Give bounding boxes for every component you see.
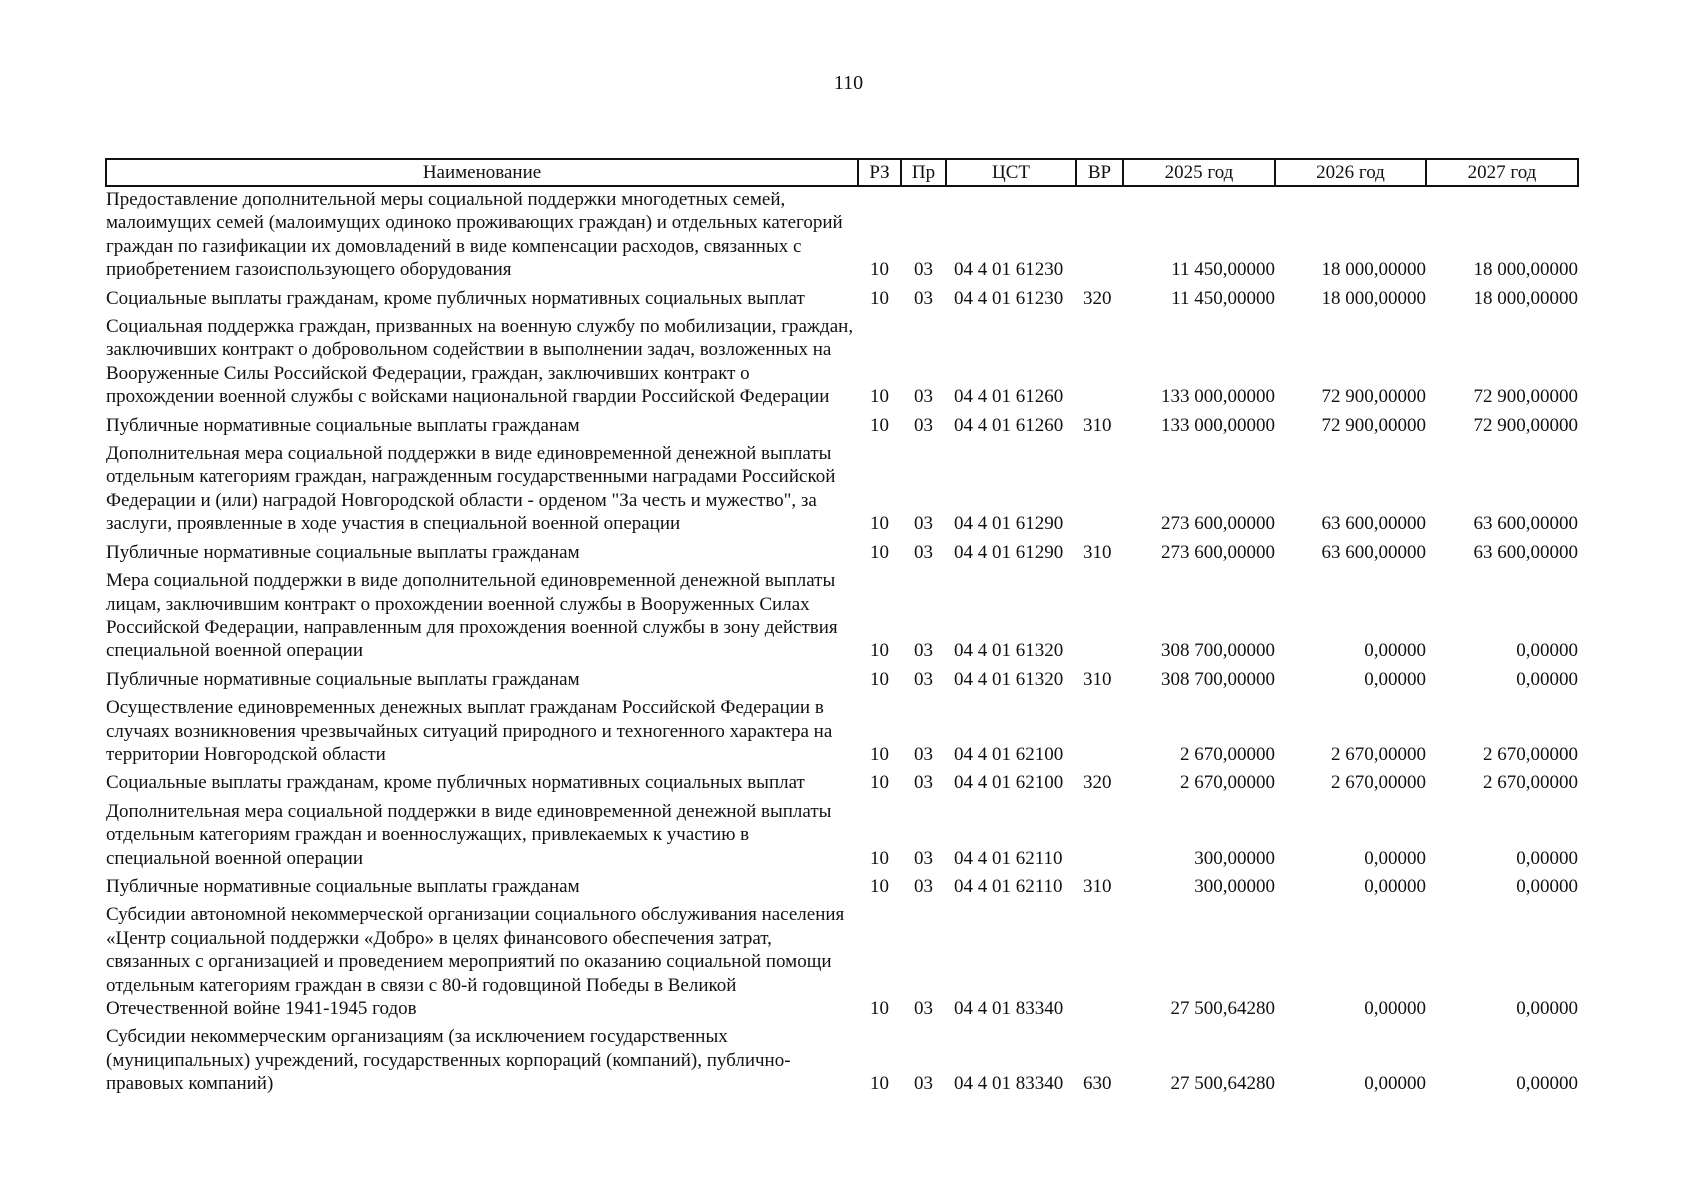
cell-2025: 11 450,00000 <box>1171 287 1275 309</box>
table-row <box>106 800 1578 875</box>
cell-2025: 273 600,00000 <box>1161 541 1275 563</box>
cell-cst: 04 4 01 61290 <box>954 513 1064 535</box>
table-row <box>106 541 1578 569</box>
cell-2027: 0,00000 <box>1516 668 1578 690</box>
cell-2025: 308 700,00000 <box>1161 668 1275 690</box>
cell-vr: 310 <box>1083 875 1112 897</box>
cell-pr: 03 <box>914 1073 933 1095</box>
cell-rz: 10 <box>870 541 889 563</box>
header-vr: ВР <box>1076 159 1123 186</box>
cell-2026: 0,00000 <box>1364 668 1426 690</box>
cell-2027: 0,00000 <box>1516 640 1578 662</box>
cell-2026: 72 900,00000 <box>1321 414 1426 436</box>
cell-vr: 310 <box>1083 541 1112 563</box>
header-pr: Пр <box>901 159 946 186</box>
cell-pr: 03 <box>914 668 933 690</box>
header-2026: 2026 год <box>1275 159 1426 186</box>
cell-2026: 0,00000 <box>1364 847 1426 869</box>
cell-vr <box>1076 800 1123 875</box>
table-row <box>106 414 1578 442</box>
cell-cst: 04 4 01 61320 <box>954 640 1064 662</box>
cell-rz: 10 <box>870 259 889 281</box>
cell-vr: 310 <box>1083 414 1112 436</box>
cell-cst: 04 4 01 62100 <box>954 743 1064 765</box>
table-body <box>106 186 1578 1101</box>
cell-rz: 10 <box>870 847 889 869</box>
table-row <box>106 903 1578 1025</box>
header-2027: 2027 год <box>1426 159 1578 186</box>
cell-rz: 10 <box>870 513 889 535</box>
cell-2027: 2 670,00000 <box>1483 772 1578 794</box>
table-row <box>106 442 1578 541</box>
cell-name: Дополнительная мера социальной поддержки в виде единовременной денежной выплаты отдельным категориям граждан и военнослужащих, привлекаемых к участию в специальной военной операции <box>106 800 832 869</box>
cell-pr: 03 <box>914 386 933 408</box>
cell-name: Социальные выплаты гражданам, кроме публичных нормативных социальных выплат <box>106 772 805 794</box>
cell-rz: 10 <box>870 743 889 765</box>
cell-2025: 300,00000 <box>1194 875 1275 897</box>
table-row <box>106 696 1578 771</box>
cell-vr <box>1076 696 1123 771</box>
cell-pr: 03 <box>914 541 933 563</box>
cell-cst: 04 4 01 61290 <box>954 541 1064 563</box>
cell-2027: 63 600,00000 <box>1473 541 1578 563</box>
cell-pr: 03 <box>914 772 933 794</box>
cell-rz: 10 <box>870 875 889 897</box>
cell-2027: 72 900,00000 <box>1473 414 1578 436</box>
cell-2027: 0,00000 <box>1516 875 1578 897</box>
cell-pr: 03 <box>914 287 933 309</box>
cell-2027: 0,00000 <box>1516 998 1578 1019</box>
cell-2027: 18 000,00000 <box>1473 259 1578 281</box>
cell-pr: 03 <box>914 875 933 897</box>
cell-name: Мера социальной поддержки в виде дополнительной единовременной денежной выплаты лицам, заключившим контракт о прохождении военной службы в Вооруженных Силах Российской Федерации, направленным для прохождения военной службы в зону действия специальной военной операции <box>106 570 838 662</box>
cell-2025: 2 670,00000 <box>1180 772 1275 794</box>
cell-vr: 310 <box>1083 668 1112 690</box>
cell-name: Субсидии автономной некоммерческой организации социального обслуживания населения «Центр социальной поддержки «Добро» в целях финансового обеспечения затрат, связанных с организацией и проведением мероприятий по оказанию социальной помощи отдельным категориям граждан в связи с 80-й годовщиной Победы в Великой Отечественной войне 1941-1945 годов <box>106 904 845 1019</box>
table-row <box>106 668 1578 696</box>
cell-2026: 72 900,00000 <box>1321 386 1426 408</box>
cell-rz: 10 <box>870 640 889 662</box>
cell-2025: 133 000,00000 <box>1161 414 1275 436</box>
cell-vr <box>1076 442 1123 541</box>
table-row <box>106 315 1578 414</box>
cell-2025: 300,00000 <box>1194 847 1275 869</box>
cell-rz: 10 <box>870 1073 889 1095</box>
cell-vr: 630 <box>1083 1073 1112 1095</box>
page-number: 110 <box>833 72 864 94</box>
cell-2025: 308 700,00000 <box>1161 640 1275 662</box>
cell-rz: 10 <box>870 668 889 690</box>
cell-name: Публичные нормативные социальные выплаты гражданам <box>106 414 580 436</box>
cell-2027: 63 600,00000 <box>1473 513 1578 535</box>
cell-cst: 04 4 01 62110 <box>954 847 1063 869</box>
cell-2026: 0,00000 <box>1364 1073 1426 1095</box>
cell-pr: 03 <box>914 513 933 535</box>
cell-2026: 18 000,00000 <box>1321 287 1426 309</box>
cell-2026: 2 670,00000 <box>1331 772 1426 794</box>
cell-2025: 27 500,64280 <box>1170 998 1275 1019</box>
cell-2026: 2 670,00000 <box>1331 743 1426 765</box>
header-rz: РЗ <box>858 159 901 186</box>
cell-cst: 04 4 01 62110 <box>954 875 1063 897</box>
cell-pr: 03 <box>914 640 933 662</box>
cell-2026: 63 600,00000 <box>1321 513 1426 535</box>
cell-name: Публичные нормативные социальные выплаты гражданам <box>106 541 580 563</box>
cell-name: Предоставление дополнительной меры социальной поддержки многодетных семей, малоимущих семей (малоимущих одиноко проживающих граждан) и отдельных категорий граждан по газификации их домовладений в виде компенсации расходов, связанных с приобретением газоиспользующего оборудования <box>106 189 843 281</box>
table-row <box>106 1025 1578 1100</box>
cell-name: Социальные выплаты гражданам, кроме публичных нормативных социальных выплат <box>106 287 805 309</box>
cell-2027: 18 000,00000 <box>1473 287 1578 309</box>
cell-pr: 03 <box>914 414 933 436</box>
table-row <box>106 875 1578 903</box>
cell-2025: 2 670,00000 <box>1180 743 1275 765</box>
cell-cst: 04 4 01 61230 <box>954 259 1064 281</box>
cell-name: Осуществление единовременных денежных выплат гражданам Российской Федерации в случаях возникновения чрезвычайных ситуаций природного и техногенного характера на территории Новгородской области <box>106 697 833 765</box>
header-2025: 2025 год <box>1123 159 1275 186</box>
cell-2027: 0,00000 <box>1516 847 1578 869</box>
cell-vr <box>1076 903 1123 1025</box>
cell-2027: 0,00000 <box>1516 1073 1578 1095</box>
cell-name: Дополнительная мера социальной поддержки в виде единовременной денежной выплаты отдельным категориям граждан, награжденным государственными наградами Российской Федерации и (или) наградой Новгородской области - орденом "За честь и мужество", за заслуги, проявленные в ходе участия в специальной военной операции <box>106 443 836 535</box>
header-name: Наименование <box>106 159 858 186</box>
cell-vr <box>1076 569 1123 668</box>
cell-name: Публичные нормативные социальные выплаты гражданам <box>106 668 580 690</box>
cell-name: Субсидии некоммерческим организациям (за исключением государственных (муниципальных) учреждений, государственных корпораций (компаний), публично-правовых компаний) <box>106 1026 791 1095</box>
cell-2026: 0,00000 <box>1364 640 1426 662</box>
cell-cst: 04 4 01 61320 <box>954 668 1064 690</box>
table-row <box>106 569 1578 668</box>
cell-2025: 11 450,00000 <box>1171 259 1275 281</box>
cell-pr: 03 <box>914 998 933 1019</box>
cell-2026: 63 600,00000 <box>1321 541 1426 563</box>
cell-pr: 03 <box>914 743 933 765</box>
cell-cst: 04 4 01 62100 <box>954 772 1064 794</box>
cell-name: Публичные нормативные социальные выплаты гражданам <box>106 875 580 897</box>
cell-2026: 18 000,00000 <box>1321 259 1426 281</box>
cell-2026: 0,00000 <box>1364 875 1426 897</box>
cell-2026: 0,00000 <box>1364 998 1426 1019</box>
budget-table <box>105 158 1579 1101</box>
cell-cst: 04 4 01 61260 <box>954 414 1064 436</box>
cell-rz: 10 <box>870 386 889 408</box>
cell-2025: 133 000,00000 <box>1161 386 1275 408</box>
table-row <box>106 287 1578 315</box>
cell-rz: 10 <box>870 287 889 309</box>
table-header-row <box>106 159 1578 186</box>
cell-vr: 320 <box>1083 287 1112 309</box>
cell-2027: 2 670,00000 <box>1483 743 1578 765</box>
cell-cst: 04 4 01 61260 <box>954 386 1064 408</box>
cell-vr: 320 <box>1083 772 1112 794</box>
cell-2025: 273 600,00000 <box>1161 513 1275 535</box>
header-cst: ЦСТ <box>946 159 1076 186</box>
cell-pr: 03 <box>914 259 933 281</box>
cell-rz: 10 <box>870 772 889 794</box>
cell-vr <box>1076 186 1123 287</box>
cell-cst: 04 4 01 83340 <box>954 1073 1064 1095</box>
cell-cst: 04 4 01 83340 <box>954 998 1064 1019</box>
table-row <box>106 771 1578 799</box>
cell-name: Социальная поддержка граждан, призванных на военную службу по мобилизации, граждан, заключивших контракт о добровольном содействии в выполнении задач, возложенных на Вооруженные Силы Российской Федерации, граждан, заключивших контракт о прохождении военной службы с войсками национальной гвардии Российской Федерации <box>106 316 854 408</box>
cell-pr: 03 <box>914 847 933 869</box>
cell-vr <box>1076 315 1123 414</box>
table-row <box>106 186 1578 287</box>
cell-2027: 72 900,00000 <box>1473 386 1578 408</box>
cell-2025: 27 500,64280 <box>1170 1073 1275 1095</box>
cell-cst: 04 4 01 61230 <box>954 287 1064 309</box>
cell-rz: 10 <box>870 414 889 436</box>
cell-rz: 10 <box>870 998 889 1019</box>
